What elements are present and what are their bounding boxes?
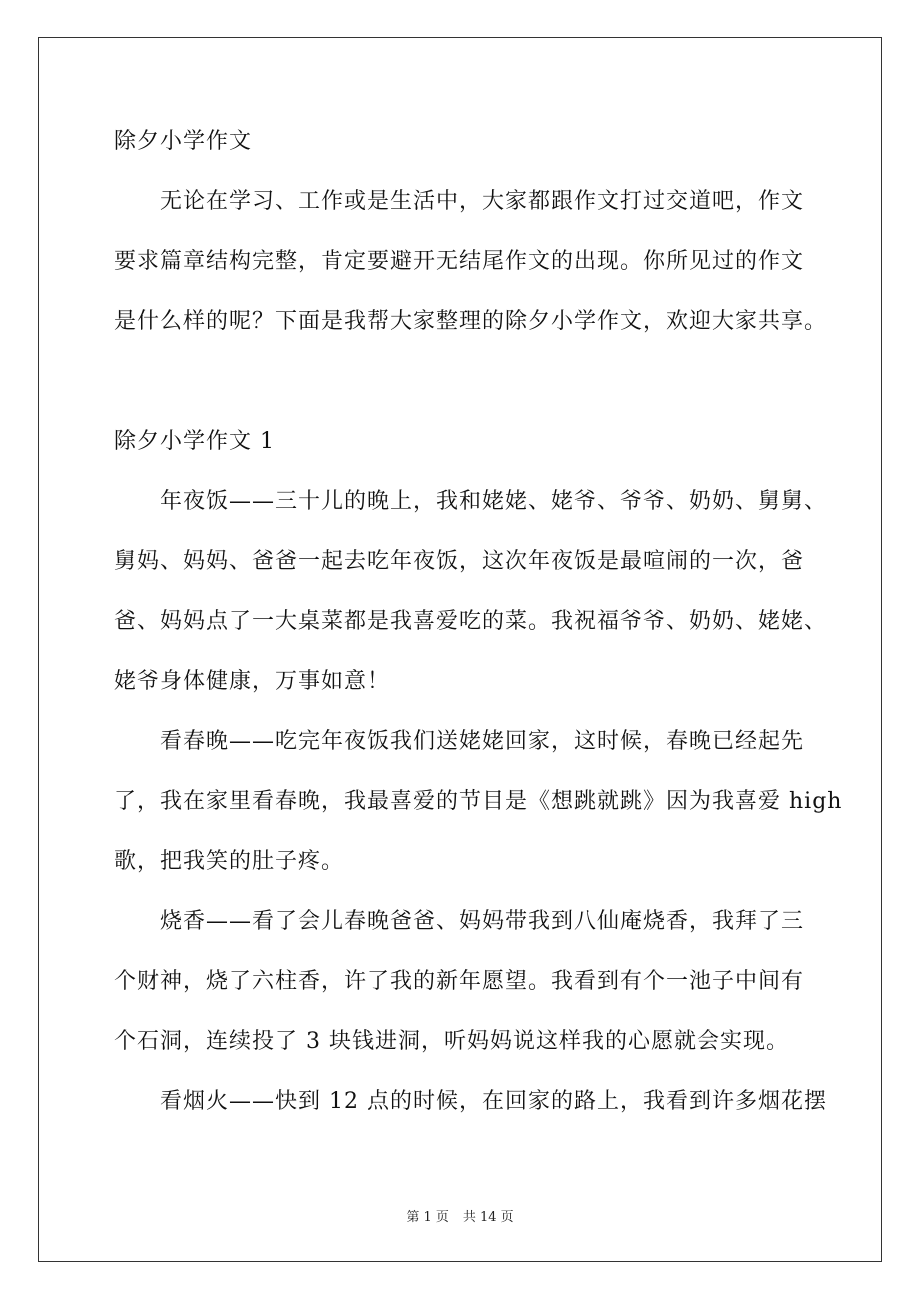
paragraph-line: 看烟火——快到 12 点的时候，在回家的路上，我看到许多烟花摆 xyxy=(114,1089,827,1114)
paragraph-line: 看春晚——吃完年夜饭我们送姥姥回家，这时候，春晚已经起先 xyxy=(114,729,805,754)
intro-line: 是什么样的呢？下面是我帮大家整理的除夕小学作文，欢迎大家共享。 xyxy=(114,309,828,334)
document-title: 除夕小学作文 xyxy=(114,129,253,154)
spacer xyxy=(114,358,814,418)
paragraph-line: 姥爷身体健康，万事如意！ xyxy=(114,669,391,694)
intro-line: 无论在学习、工作或是生活中，大家都跟作文打过交道吧，作文 xyxy=(114,189,805,214)
document-body xyxy=(114,118,843,1138)
paragraph-line: 个财神，烧了六柱香，许了我的新年愿望。我看到有个一池子中间有 xyxy=(114,969,805,994)
paragraph-line: 烧香——看了会儿春晚爸爸、妈妈带我到八仙庵烧香，我拜了三 xyxy=(114,909,805,934)
section-title: 除夕小学作文 1 xyxy=(114,429,275,454)
paragraph-line: 歌，把我笑的肚子疼。 xyxy=(114,849,345,874)
paragraph-line: 了，我在家里看春晚，我最喜爱的节目是《想跳就跳》因为我喜爱 high xyxy=(114,789,843,814)
paragraph-line: 年夜饭——三十儿的晚上，我和姥姥、姥爷、爷爷、奶奶、舅舅、 xyxy=(114,489,828,514)
paragraph-line: 个石洞，连续投了 3 块钱进洞，听妈妈说这样我的心愿就会实现。 xyxy=(114,1029,789,1054)
intro-line: 要求篇章结构完整，肯定要避开无结尾作文的出现。你所见过的作文 xyxy=(114,249,805,274)
page-footer xyxy=(0,1206,920,1225)
page-number: 第 1 页 xyxy=(406,1210,449,1225)
paragraph-line: 舅妈、妈妈、爸爸一起去吃年夜饭，这次年夜饭是最喧闹的一次，爸 xyxy=(114,549,805,574)
paragraph-line: 爸、妈妈点了一大桌菜都是我喜爱吃的菜。我祝福爷爷、奶奶、姥姥、 xyxy=(114,609,828,634)
total-pages: 共 14 页 xyxy=(462,1210,514,1225)
